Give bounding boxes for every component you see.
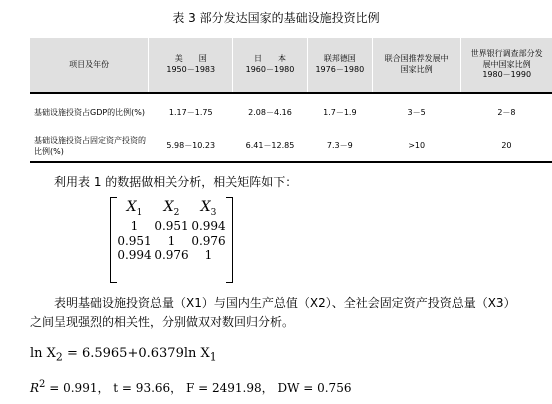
cell-un: 3－5: [372, 93, 460, 132]
matrix-header-x2: $X_2$: [163, 199, 180, 218]
matrix-row: 0.994 0.976 1: [117, 248, 213, 262]
cell-wb: 2－8: [461, 93, 552, 132]
matrix-row: 0.951 1 0.976: [117, 234, 226, 248]
header-us: 美 国 1950－1983: [149, 38, 233, 93]
table-title: 表 3 部分发达国家的基础设施投资比例: [172, 11, 380, 25]
cell-us: 1.17－1.75: [149, 93, 233, 132]
header-jp: 日 本 1960－1980: [233, 38, 307, 93]
paragraph-analysis-line2: 之间呈现强烈的相关性，分别做双对数回归分析。: [30, 315, 295, 329]
paragraph-analysis-line1: 表明基础设施投资总量（X1）与国内生产总值（X2）、全社会固定资产投资总量（X3）: [54, 296, 516, 310]
matrix-header-x3: $X_3$: [200, 199, 217, 218]
cell-jp: 6.41－12.85: [233, 132, 307, 162]
cell-un: >10: [372, 132, 460, 162]
row-label: 基础设施投资占固定资产投资的比例(%): [30, 132, 149, 162]
paragraph-correlation-intro: 利用表 1 的数据做相关分析，相关矩阵如下：: [54, 175, 298, 189]
regression-statistics: $R^2 = 0.991$， t = 93.66， F = 2491.98， DW = 0.756: [30, 379, 352, 395]
header-un: 联合国推荐发展中国家比例: [372, 38, 460, 93]
cell-jp: 2.08－4.16: [233, 93, 307, 132]
infrastructure-table: [30, 38, 552, 163]
regression-equation: $\ln X_2 = 6.5965+0.6379\ln$ $X_1$: [30, 346, 217, 364]
header-de: 联邦德国 1976－1980: [307, 38, 372, 93]
matrix-header-x1: $X_1$: [126, 199, 143, 218]
matrix-right-bracket: [226, 197, 233, 283]
cell-de: 7.3－9: [307, 132, 372, 162]
header-label: 项目及年份: [30, 38, 149, 93]
row-label: 基础设施投资占GDP的比例(%): [30, 93, 149, 132]
table-row: [30, 132, 552, 162]
matrix-row: 1 0.951 0.994: [130, 219, 226, 233]
header-wb: 世界银行调查部分发展中国家比例 1980－1990: [461, 38, 552, 93]
table-row: [30, 93, 552, 132]
cell-us: 5.98－10.23: [149, 132, 233, 162]
cell-wb: 20: [461, 132, 552, 162]
matrix-header-row: [116, 199, 227, 218]
cell-de: 1.7－1.9: [307, 93, 372, 132]
correlation-matrix: [110, 197, 233, 283]
